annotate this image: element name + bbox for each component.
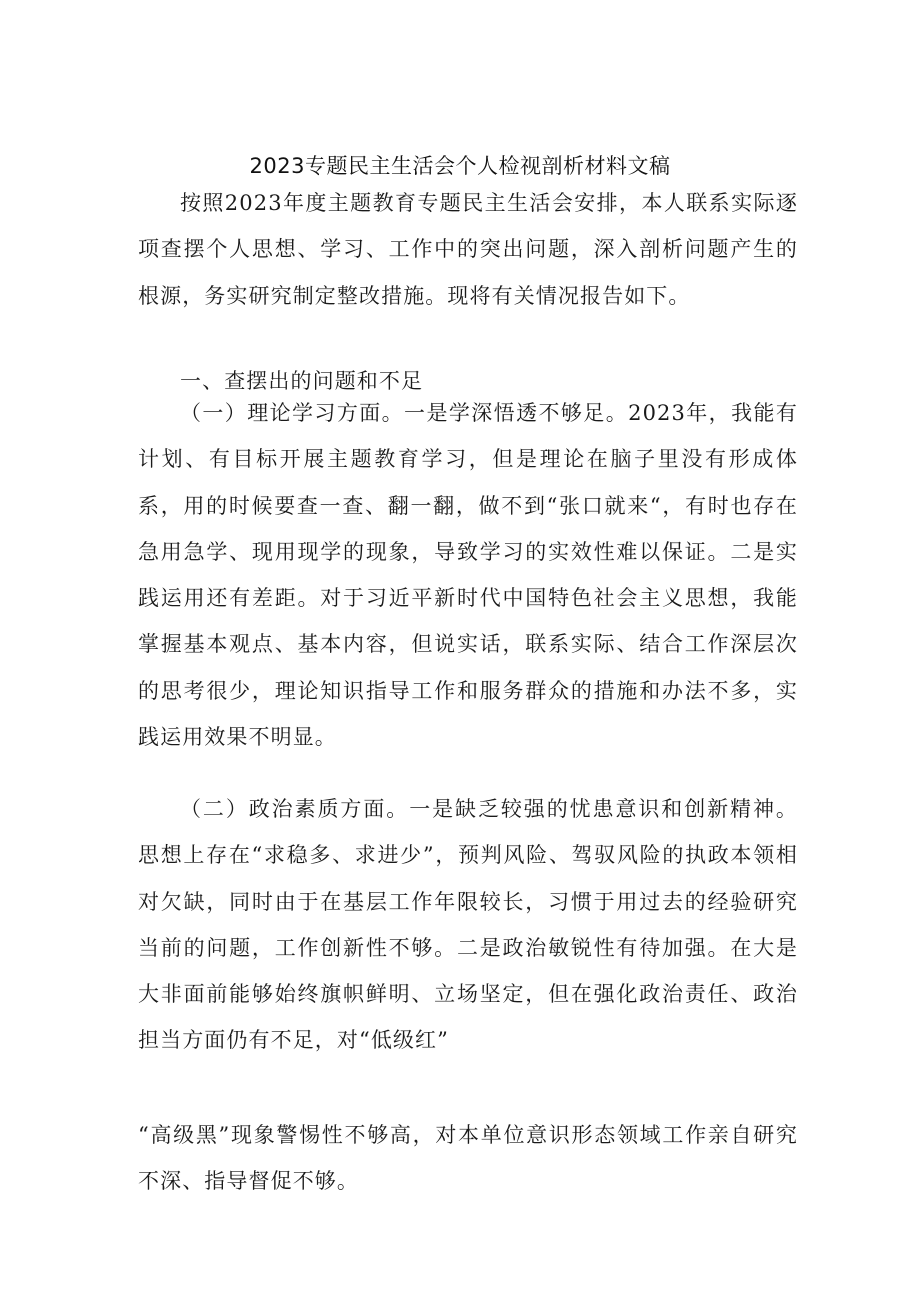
theory-study-paragraph: （一）理论学习方面。一是学深悟透不够足。2023年，我能有计划、有目标开展主题教育学习，但是理论在脑子里没有形成体系，用的时候要查一查、翻一翻，做不到“张口就来“，有时也存在急用急学、现用现学的现象，导致学习的实效性难以保证。二是实践运用还有差距。对于习近平新时代中国特色社会主义思想，我能掌握基本观点、基本内容，但说实话，联系实际、结合工作深层次的思考很少，理论知识指导工作和服务群众的措施和办法不多，实践运用效果不明显。: [138, 401, 798, 750]
intro-paragraph: 按照2023年度主题教育专题民主生活会安排，本人联系实际逐项查摆个人思想、学习、工作中的突出问题，深入剖析问题产生的根源，务实研究制定整改措施。现将有关情况报告如下。: [138, 191, 798, 308]
political-quality-continuation: “高级黑”现象警惕性不够高，对本单位意识形态领域工作亲自研究不深、指导督促不够。: [138, 1123, 798, 1194]
document-title: 2023专题民主生活会个人检视剖析材料文稿: [249, 154, 671, 178]
section-heading-problems: 一、查摆出的问题和不足: [180, 369, 424, 393]
political-quality-paragraph: （二）政治素质方面。一是缺乏较强的忧患意识和创新精神。思想上存在“求稳多、求进少”，预判风险、驾驭风险的执政本领相对欠缺，同时由于在基层工作年限较长，习惯于用过去的经验研究当前的问题，工作创新性不够。二是政治敏锐性有待加强。在大是大非面前能够始终旗帜鲜明、立场坚定，但在强化政治责任、政治担当方面仍有不足，对“低级红”: [138, 797, 798, 1053]
